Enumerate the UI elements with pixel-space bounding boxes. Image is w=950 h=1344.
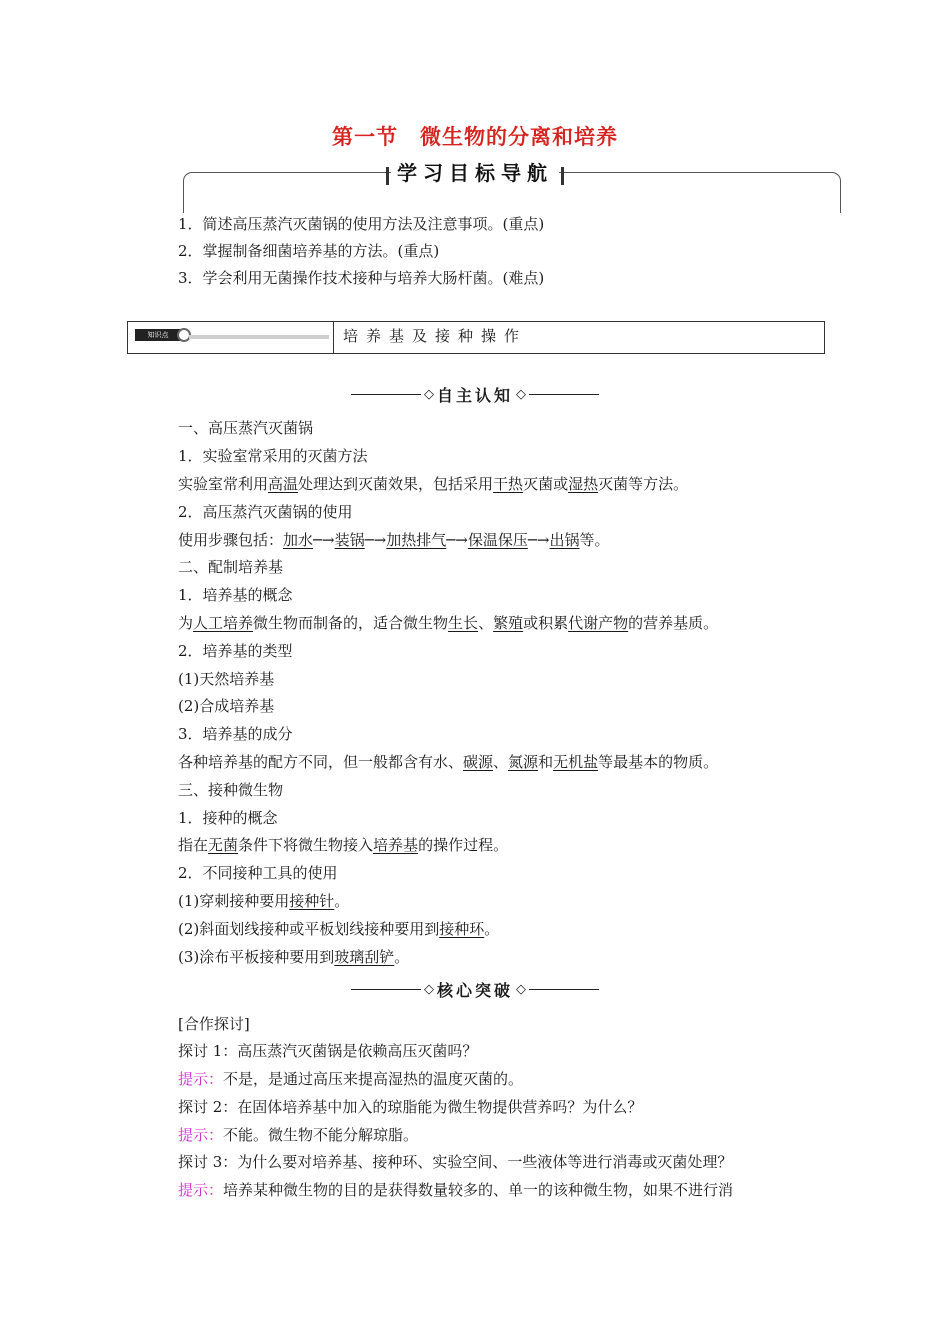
heading-autoclave: 一、高压蒸汽灭菌锅 (178, 419, 314, 437)
diamond-icon: ◇ (423, 982, 434, 997)
answer: 提示：培养某种微生物的目的是获得数量较多的、单一的该种微生物，如果不进行消 (178, 1181, 734, 1199)
goals-label: 学习目标导航 (391, 157, 559, 186)
subheading: 2．不同接种工具的使用 (178, 864, 338, 882)
blank-answer: 接种针 (289, 892, 335, 910)
rule-line (351, 394, 421, 395)
diamond-icon: ◇ (516, 387, 526, 402)
discussion-tag: [合作探讨] (178, 1015, 250, 1033)
diamond-icon: ◇ (516, 982, 526, 997)
rule-line (529, 989, 599, 990)
heading-medium: 二、配制培养基 (178, 558, 284, 576)
section-label: 自主认知 (436, 386, 513, 405)
list-item: (1)穿刺接种要用接种针。 (178, 892, 350, 910)
rule-line (351, 989, 421, 990)
blank-answer: 代谢产物 (568, 614, 629, 632)
subheading: 2．培养基的类型 (178, 642, 293, 660)
paragraph: 为人工培养微生物而制备的，适合微生物生长、繁殖或积累代谢产物的营养基质。 (178, 614, 719, 632)
divider-bar (561, 167, 564, 185)
paragraph: 各种培养基的配方不同，但一般都含有水、碳源、氮源和无机盐等最基本的物质。 (178, 753, 719, 771)
knowledge-point-badge (135, 329, 331, 342)
blank-answer: 高温 (268, 475, 299, 493)
goal-item: 1．简述高压蒸汽灭菌锅的使用方法及注意事项。(重点) (178, 215, 545, 233)
blank-answer: 氮源 (508, 753, 539, 771)
subheading: 1．接种的概念 (178, 809, 278, 827)
knowledge-point-box (127, 321, 825, 354)
arrow-icon: ─→ (527, 531, 550, 549)
question: 探讨 2：在固体培养基中加入的琼脂能为微生物提供营养吗？为什么？ (178, 1098, 643, 1116)
subheading: 3．培养基的成分 (178, 725, 293, 743)
list-item: (2)合成培养基 (178, 697, 275, 715)
blank-answer: 干热 (493, 475, 524, 493)
answer: 提示：不是，是通过高压来提高湿热的温度灭菌的。 (178, 1070, 524, 1088)
divider (333, 322, 334, 353)
blank-answer: 玻璃刮铲 (334, 948, 395, 966)
arrow-icon: ─→ (313, 531, 335, 549)
progress-track (189, 335, 329, 339)
paragraph: 实验室常利用高温处理达到灭菌效果，包括采用干热灭菌或湿热灭菌等方法。 (178, 475, 689, 493)
blank-answer: 生长 (448, 614, 479, 632)
blank-answer: 培养基 (373, 836, 419, 854)
answer: 提示：不能。微生物不能分解琼脂。 (178, 1126, 419, 1144)
section-heading-core (0, 978, 950, 1001)
blank-answer: 人工培养 (193, 614, 254, 632)
blank-answer: 加水 (283, 531, 314, 549)
hint-label: 提示： (178, 1126, 224, 1144)
list-item: (3)涂布平板接种要用到玻璃刮铲。 (178, 948, 410, 966)
goals-header (0, 157, 950, 186)
subheading: 2．高压蒸汽灭菌锅的使用 (178, 503, 353, 521)
hint-label: 提示： (178, 1181, 224, 1199)
section-label: 核心突破 (436, 981, 513, 1000)
subheading: 1．实验室常采用的灭菌方法 (178, 447, 368, 465)
paragraph: 使用步骤包括：加水─→装锅─→加热排气─→保温保压─→出锅等。 (178, 531, 610, 549)
blank-answer: 湿热 (568, 475, 599, 493)
blank-answer: 接种环 (439, 920, 485, 938)
goal-item: 2．掌握制备细菌培养基的方法。(重点) (178, 242, 440, 260)
divider-bar (386, 167, 389, 185)
blank-answer: 保温保压 (467, 531, 528, 549)
list-item: (2)斜面划线接种或平板划线接种要用到接种环。 (178, 920, 500, 938)
blank-answer: 出锅 (549, 531, 580, 549)
rule-line (529, 394, 599, 395)
list-item: (1)天然培养基 (178, 670, 275, 688)
diamond-icon: ◇ (423, 387, 434, 402)
goal-item: 3．学会利用无菌操作技术接种与培养大肠杆菌。(难点) (178, 269, 545, 287)
hint-label: 提示： (178, 1070, 224, 1088)
arrow-icon: ─→ (364, 531, 387, 549)
blank-answer: 加热排气 (386, 531, 447, 549)
blank-answer: 繁殖 (493, 614, 524, 632)
blank-answer: 无菌 (208, 836, 239, 854)
badge-label: 知识点 (135, 329, 181, 341)
page-title: 第一节 微生物的分离和培养 (332, 125, 618, 149)
blank-answer: 碳源 (463, 753, 494, 771)
section-heading-self-study (0, 383, 950, 406)
blank-answer: 无机盐 (553, 753, 599, 771)
arrow-icon: ─→ (446, 531, 468, 549)
question: 探讨 1：高压蒸汽灭菌锅是依赖高压灭菌吗？ (178, 1042, 478, 1060)
question: 探讨 3：为什么要对培养基、接种环、实验空间、一些液体等进行消毒或灭菌处理？ (178, 1153, 733, 1171)
paragraph: 指在无菌条件下将微生物接入培养基的操作过程。 (178, 836, 509, 854)
blank-answer: 装锅 (334, 531, 365, 549)
knowledge-point-title: 培养基及接种操作 (343, 327, 528, 345)
subheading: 1．培养基的概念 (178, 586, 293, 604)
heading-inoculation: 三、接种微生物 (178, 781, 284, 799)
